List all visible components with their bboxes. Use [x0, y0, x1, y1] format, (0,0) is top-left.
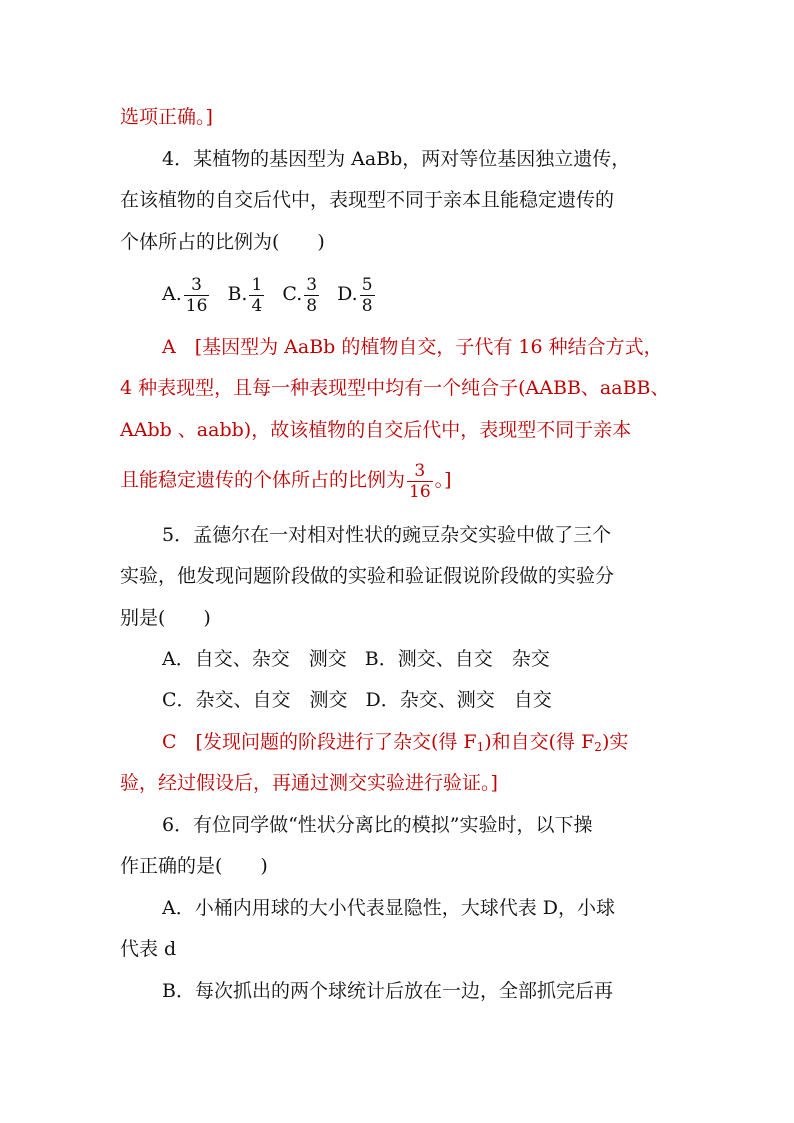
- q4-option-b: [227, 268, 266, 320]
- q6-stem-line-1: 6．有位同学做“性状分离比的模拟”实验时，以下操: [162, 814, 593, 836]
- q4-option-d: [337, 268, 376, 320]
- q4-option-c-denominator: 8: [306, 295, 318, 316]
- q5-answer-text-mid: )和自交(得 F: [484, 731, 595, 753]
- q4-option-b-letter: B.: [227, 283, 248, 305]
- q4-option-c: [282, 268, 321, 320]
- q4-option-c-letter: C.: [282, 283, 303, 305]
- q4-stem-line-2: 在该植物的自交后代中，表现型不同于亲本且能稳定遗传的: [120, 189, 615, 211]
- q4-option-b-fraction: [249, 275, 264, 316]
- q5-option-c: C．杂交、自交 测交: [162, 689, 348, 711]
- q5-stem-line-2: 实验，他发现问题阶段做的实验和验证假说阶段做的实验分: [120, 565, 615, 587]
- q4-option-d-denominator: 8: [361, 295, 373, 316]
- q4-option-a-numerator: 3: [191, 274, 202, 295]
- q6-stem-line-2: 作正确的是( ): [120, 855, 268, 877]
- q5-answer-sub-1: 1: [476, 740, 485, 754]
- q6-option-a-line-2: 代表 d: [120, 938, 177, 960]
- q5-answer-text-pre: C [发现问题的阶段进行了杂交(得 F: [162, 731, 477, 753]
- q4-option-a: [162, 268, 211, 320]
- q4-answer-denominator: 16: [409, 481, 431, 502]
- q4-option-d-letter: D.: [337, 283, 358, 305]
- q4-option-c-fraction: [304, 275, 319, 316]
- q5-answer-text-post: )实: [601, 731, 629, 753]
- q4-answer-line-1: A [基因型为 AaBb 的植物自交，子代有 16 种结合方式，: [162, 336, 663, 358]
- q4-stem-line-3: 个体所占的比例为( ): [120, 231, 325, 253]
- q4-answer-line-4: [120, 454, 680, 506]
- q4-answer-fraction: [407, 461, 433, 502]
- q4-option-b-numerator: 1: [251, 274, 263, 295]
- q4-answer-line-4-end: 。]: [434, 469, 452, 491]
- q5-stem-line-3: 别是( ): [120, 607, 211, 629]
- q6-option-a-line-1: A．小桶内用球的大小代表显隐性，大球代表 D，小球: [162, 897, 615, 919]
- q4-options: [162, 268, 722, 320]
- q5-answer-sub-2: 2: [594, 740, 602, 754]
- q4-option-a-letter: A.: [162, 283, 182, 305]
- q4-option-d-numerator: 5: [361, 274, 373, 295]
- q5-options-row-2: [162, 687, 722, 713]
- q4-option-d-fraction: [360, 275, 375, 316]
- q4-answer-line-3: AAbb 、aabb)，故该植物的自交后代中，表现型不同于亲本: [120, 419, 632, 441]
- q5-options-row-1: [162, 646, 722, 672]
- q5-option-d: D．杂交、测交 自交: [365, 689, 552, 711]
- q4-option-a-fraction: [184, 275, 210, 316]
- q6-option-b-line-1: B．每次抓出的两个球统计后放在一边，全部抓完后再: [162, 980, 613, 1002]
- q4-answer-line-4-text: 且能稳定遗传的个体所占的比例为: [120, 469, 406, 491]
- q5-option-a: A．自交、杂交 测交: [162, 648, 347, 670]
- q5-answer-line-1: [162, 729, 722, 755]
- q4-option-a-denominator: 16: [185, 295, 208, 316]
- q5-stem-line-1: 5．孟德尔在一对相对性状的豌豆杂交实验中做了三个: [162, 524, 612, 546]
- q5-option-b: B．测交、自交 杂交: [364, 648, 550, 670]
- q4-option-c-numerator: 3: [306, 274, 318, 295]
- q4-answer-numerator: 3: [414, 460, 426, 481]
- q5-answer-line-2: 验，经过假设后，再通过测交实验进行验证。]: [120, 772, 498, 794]
- prev-answer-tail: 选项正确。]: [120, 106, 213, 128]
- q4-answer-line-2: 4 种表现型，且每一种表现型中均有一个纯合子(AABB、aaBB、: [120, 377, 670, 399]
- q4-option-b-denominator: 4: [251, 295, 263, 316]
- q4-stem-line-1: 4．某植物的基因型为 AaBb，两对等位基因独立遗传，: [162, 148, 631, 170]
